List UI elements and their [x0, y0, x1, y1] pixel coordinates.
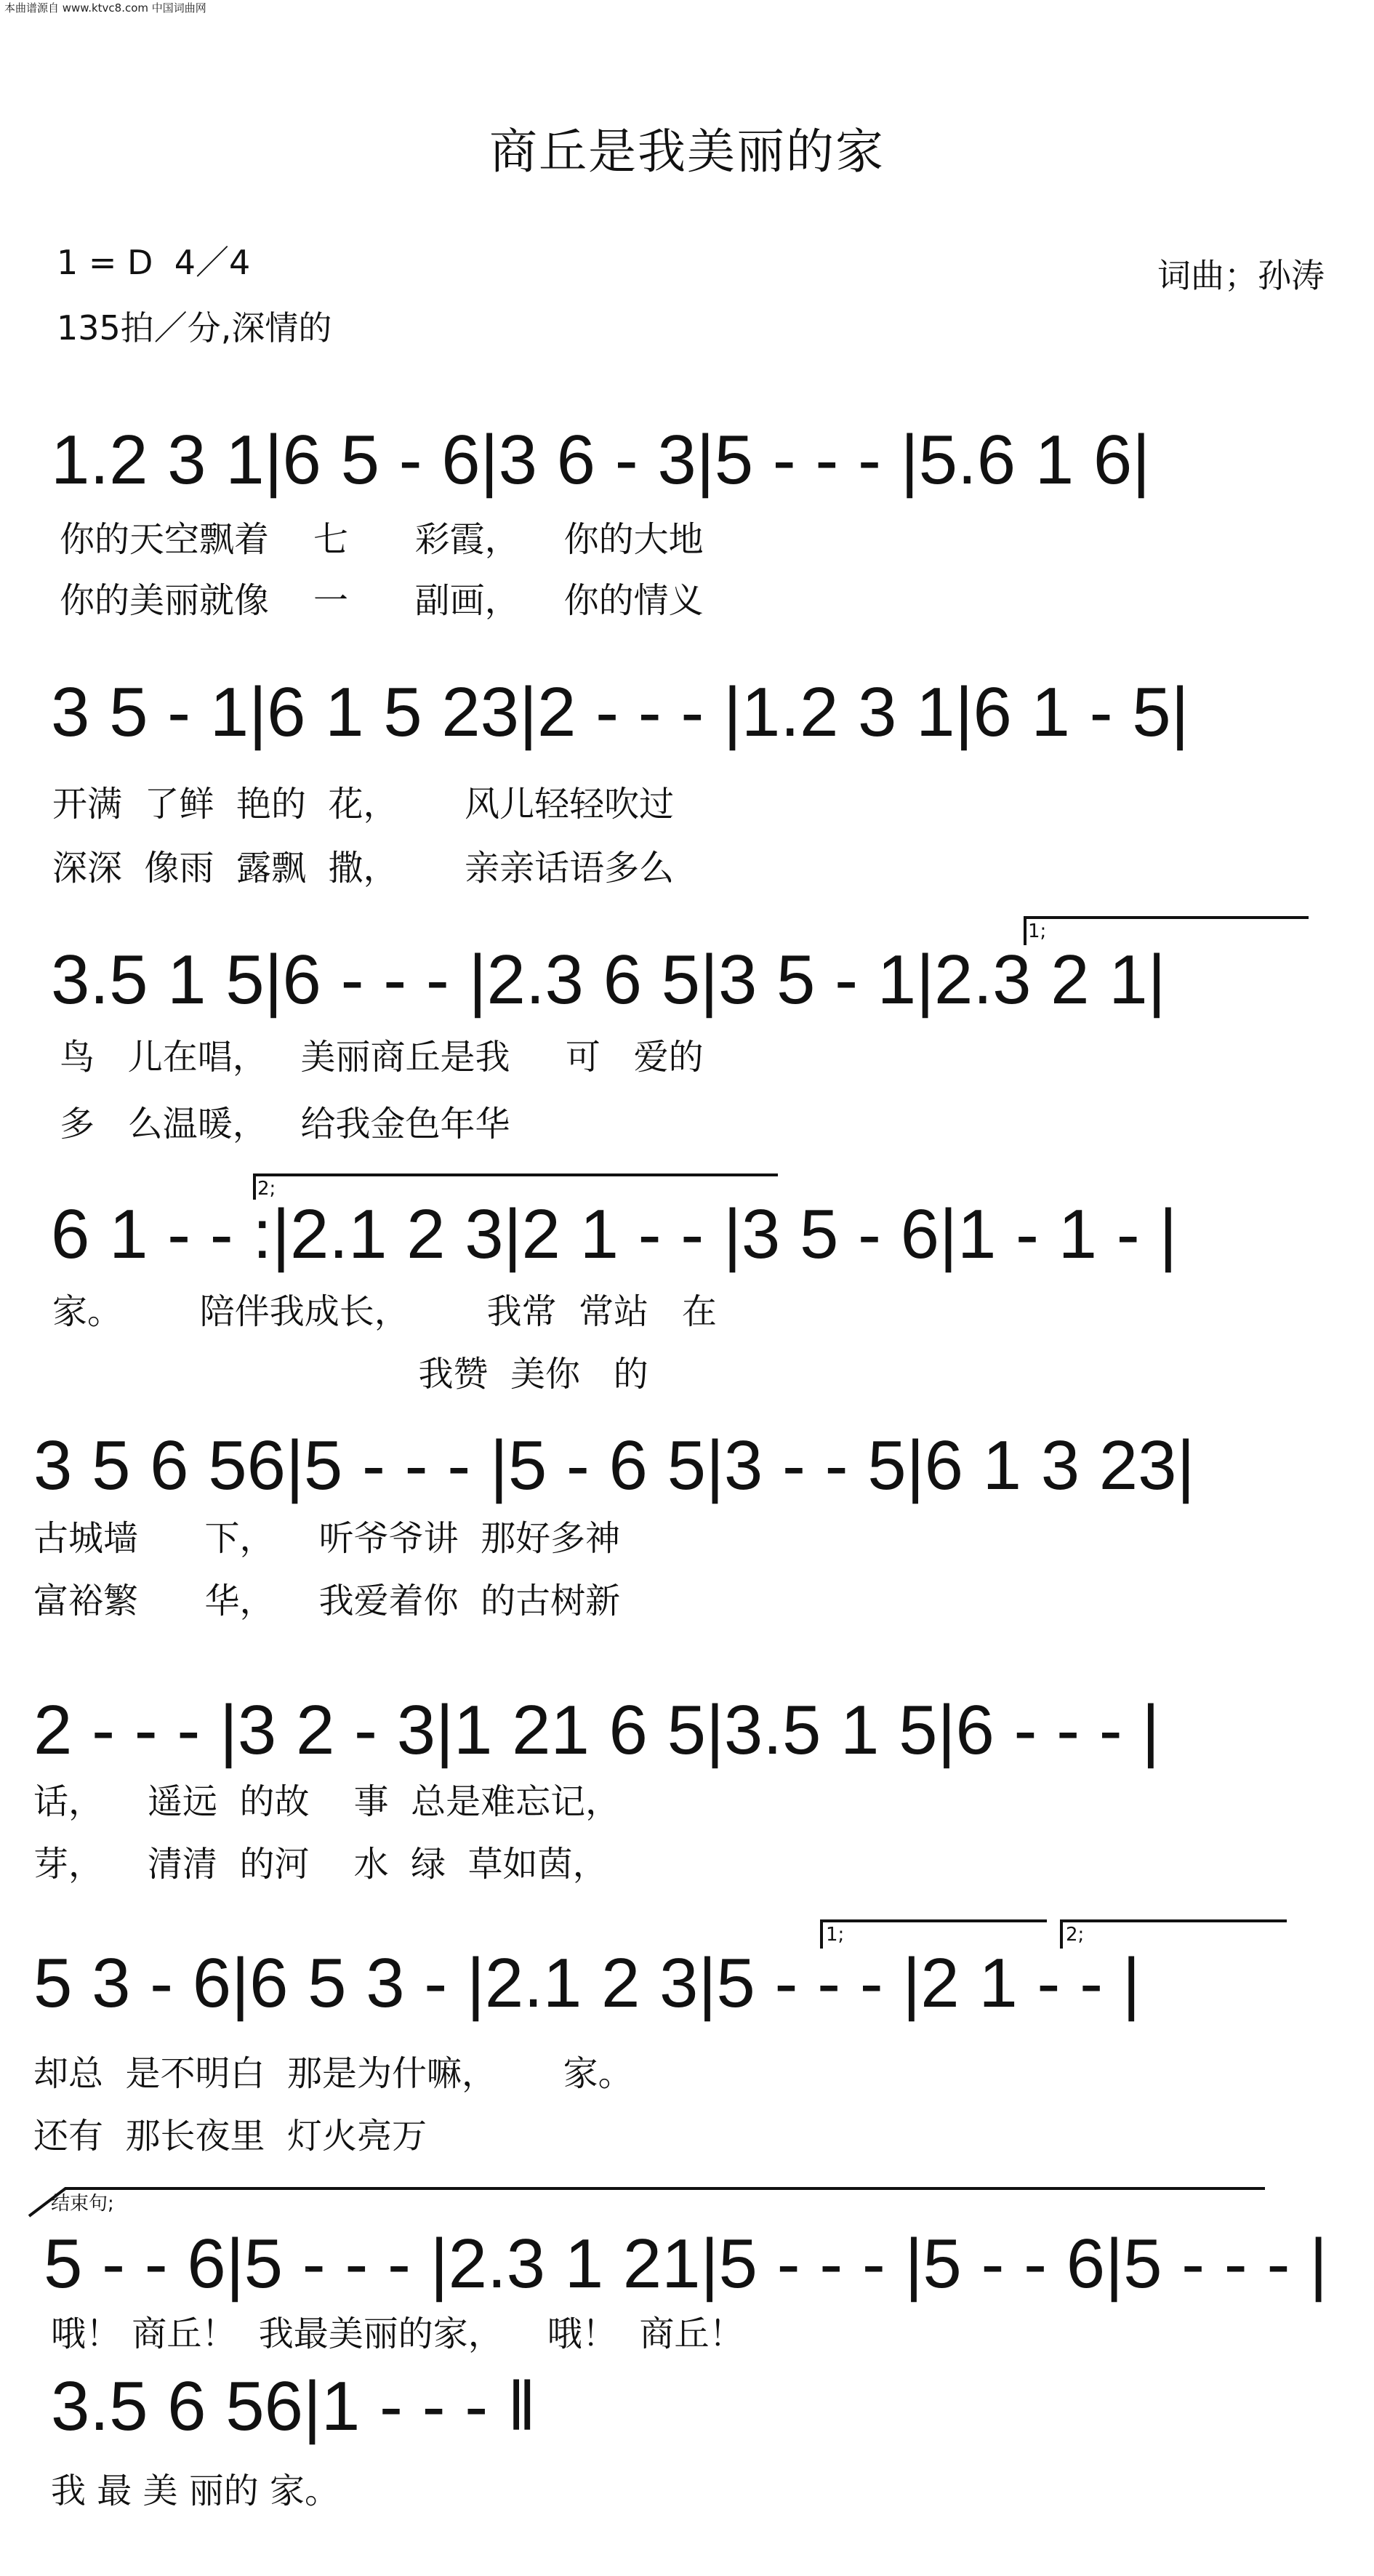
key-meter: 1 = D 4／4: [57, 243, 251, 282]
notation-line-4: 6 1 - - :|2.1 2 3|2 1 - - |3 5 - 6|1 - 1 - |: [51, 1195, 1178, 1273]
notation-line-1: 1.2 3 1|6 5 - 6|3 6 - 3|5 - - - |5.6 1 6|: [51, 421, 1151, 499]
lyric-line-4a: 家。 陪伴我成长， 我常 常站 在: [52, 1291, 717, 1332]
credits: 词曲；孙涛: [1157, 256, 1325, 295]
notation-line-3: 3.5 1 5|6 - - - |2.3 6 5|3 5 - 1|2.3 2 1|: [51, 941, 1166, 1019]
tempo-marking: 135拍／分,深情的: [57, 308, 332, 348]
ending-bracket: [29, 2188, 1265, 2216]
lyric-line-8a: 哦！ 商丘！ 我最美丽的家， 哦！ 商丘！: [51, 2314, 744, 2354]
notation-line-7: 5 3 - 6|6 5 3 - |2.1 2 3|5 - - - |2 1 - - |: [33, 1944, 1141, 2022]
lyric-line-7a: 却总 是不明白 那是为什嘛， 家。: [33, 2053, 633, 2094]
volta-bracket-1: [1025, 918, 1309, 945]
notation-line-9: 3.5 6 56|1 - - - ‖: [51, 2367, 537, 2445]
volta-2-label: 2;: [257, 1178, 276, 1200]
volta-bracket-3: [821, 1921, 1047, 1949]
volta-1-label: 1;: [1028, 920, 1047, 942]
lyric-line-5b: 富裕繁 华， 我爱着你 的古树新: [33, 1581, 621, 1621]
notation-line-2: 3 5 - 1|6 1 5 23|2 - - - |1.2 3 1|6 1 - 5|: [51, 673, 1189, 751]
volta-bracket-4: [1061, 1921, 1287, 1949]
lyric-line-9a: 我 最 美 丽的 家。: [51, 2471, 340, 2511]
lyric-line-3b: 多 么温暖， 给我金色年华: [60, 1104, 510, 1144]
volta-2-label-b: 2;: [1066, 1924, 1085, 1946]
source-watermark: 本曲谱源自 www.ktvc8.com 中国词曲网: [4, 1, 206, 15]
lyric-line-6b: 芽， 清清 的河 水 绿 草如茵，: [33, 1844, 608, 1885]
lyric-line-5a: 古城墙 下， 听爷爷讲 那好多神: [33, 1518, 621, 1559]
notation-line-8: 5 - - 6|5 - - - |2.3 1 21|5 - - - |5 - - 6|5 - - - |: [44, 2225, 1328, 2303]
volta-1-label-b: 1;: [826, 1924, 845, 1946]
ending-label: 结束句;: [51, 2193, 114, 2215]
lyric-line-2b: 深深 像雨 露飘 撒， 亲亲话语多么: [52, 848, 675, 888]
notation-line-5: 3 5 6 56|5 - - - |5 - 6 5|3 - - 5|6 1 3 23|: [33, 1427, 1195, 1504]
lyric-line-2a: 开满 了鲜 艳的 花， 风儿轻轻吹过: [52, 784, 675, 824]
lyric-line-4b: 我赞 美你 的: [52, 1354, 648, 1395]
song-title: 商丘是我美丽的家: [489, 124, 885, 180]
lyric-line-7b: 还有 那长夜里 灯火亮万: [33, 2116, 427, 2156]
lyric-line-1b: 你的美丽就像 一 副画， 你的情义: [60, 580, 704, 621]
lyric-line-6a: 话， 遥远 的故 事 总是难忘记，: [33, 1781, 621, 1822]
lyric-line-3a: 鸟 儿在唱， 美丽商丘是我 可 爱的: [60, 1037, 704, 1078]
notation-line-6: 2 - - - |3 2 - 3|1 21 6 5|3.5 1 5|6 - - - |: [33, 1691, 1160, 1769]
lyric-line-1a: 你的天空飘着 七 彩霞， 你的大地: [60, 519, 704, 560]
volta-bracket-2: [254, 1175, 778, 1200]
